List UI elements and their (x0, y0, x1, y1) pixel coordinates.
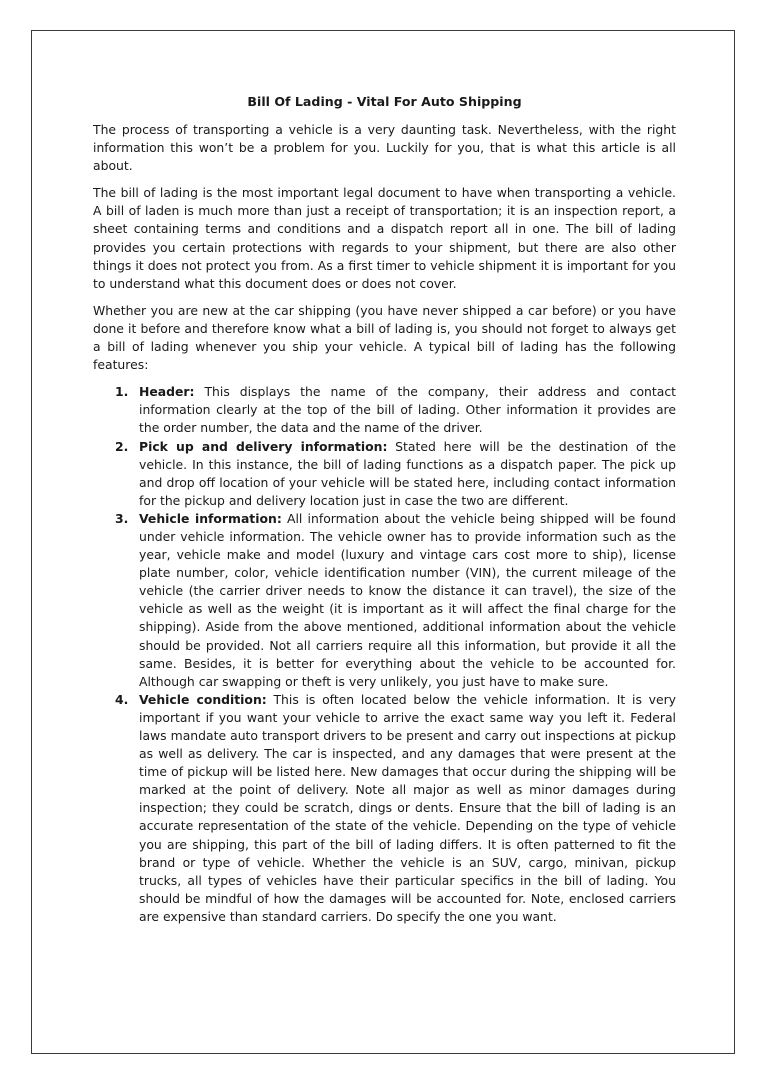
bill-of-lading-paragraph: The bill of lading is the most important legal document to have when transporting a vehicle. A bill of laden is much more than just a receipt of transportation; it is an inspection report, a sheet containing terms and conditions and a dispatch report all in one. The bill of lading provides you certain protections with regards to your shipment, but there are also other things it does not protect you from. As a first timer to vehicle shipment it is important for you to understand what this document does or does not cover. (93, 185, 676, 291)
feature-text: Stated here will be the destination of the vehicle. In this instance, the bill of lading functions as a dispatch paper. The pick up and drop off location of your vehicle will be stated here, including contact information for the pickup and delivery location just in case the two are different. (139, 438, 676, 508)
document-body (93, 92, 676, 926)
feature-text: All information about the vehicle being shipped will be found under vehicle information. The vehicle owner has to provide information such as the year, vehicle make and model (luxury and vintage cars cost more to ship), license plate number, color, vehicle identification number (VIN), the current mileage of the vehicle (the carrier driver needs to know the distance it can travel), the size of the vehicle as well as the weight (it is important as it will affect the final charge for the shipping). Aside from the above mentioned, additional information about the vehicle should be provided. Not all carriers require all this information, but provide it all the same. Besides, it is better for everything about the vehicle to be accounted for. Although car swapping or theft is very unlikely, you just have to make sure. (139, 510, 676, 689)
list-number: 1. (115, 384, 129, 400)
list-number: 3. (115, 510, 129, 526)
feature-pickup-delivery (93, 438, 676, 510)
feature-heading: Vehicle information: (139, 510, 282, 526)
feature-heading: Vehicle condition: (139, 691, 267, 707)
feature-header (93, 383, 676, 437)
features-list (93, 383, 676, 926)
feature-vehicle-information (93, 510, 676, 691)
feature-vehicle-condition (93, 691, 676, 926)
feature-heading: Pick up and delivery information: (139, 438, 388, 454)
feature-text: This displays the name of the company, their address and contact information clearly at the top of the bill of lading. Other information it provides are the order number, the data and the name of the driver. (139, 384, 676, 436)
feature-heading: Header: (139, 384, 195, 400)
intro-paragraph: The process of transporting a vehicle is a very daunting task. Nevertheless, with the right information this won’t be a problem for you. Luckily for you, that is what this article is all about. (93, 122, 676, 174)
document-title: Bill Of Lading - Vital For Auto Shipping (247, 94, 522, 109)
list-number: 2. (115, 438, 129, 454)
features-intro-paragraph: Whether you are new at the car shipping (you have never shipped a car before) or you have done it before and therefore know what a bill of lading is, you should not forget to always get a bill of lading whenever you ship your vehicle. A typical bill of lading has the following features: (93, 302, 676, 373)
list-number: 4. (115, 691, 129, 707)
feature-text: This is often located below the vehicle information. It is very important if you want your vehicle to arrive the exact same way you left it. Federal laws mandate auto transport drivers to be present and carry out inspections at pickup as well as delivery. The car is inspected, and any damages that were present at the time of pickup will be listed here. New damages that occur during the shipping will be marked at the point of delivery. Note all major as well as minor damages during inspection; they could be scratch, dings or dents. Ensure that the bill of lading is an accurate representation of the state of the vehicle. Depending on the type of vehicle you are shipping, this part of the bill of lading differs. It is often patterned to fit the brand or type of vehicle. Whether the vehicle is an SUV, cargo, minivan, pickup trucks, all types of vehicles have their particular specifics in the bill of lading. You should be mindful of how the damages will be accounted for. Note, enclosed carriers are expensive than standard carriers. Do specify the one you want. (139, 691, 677, 924)
